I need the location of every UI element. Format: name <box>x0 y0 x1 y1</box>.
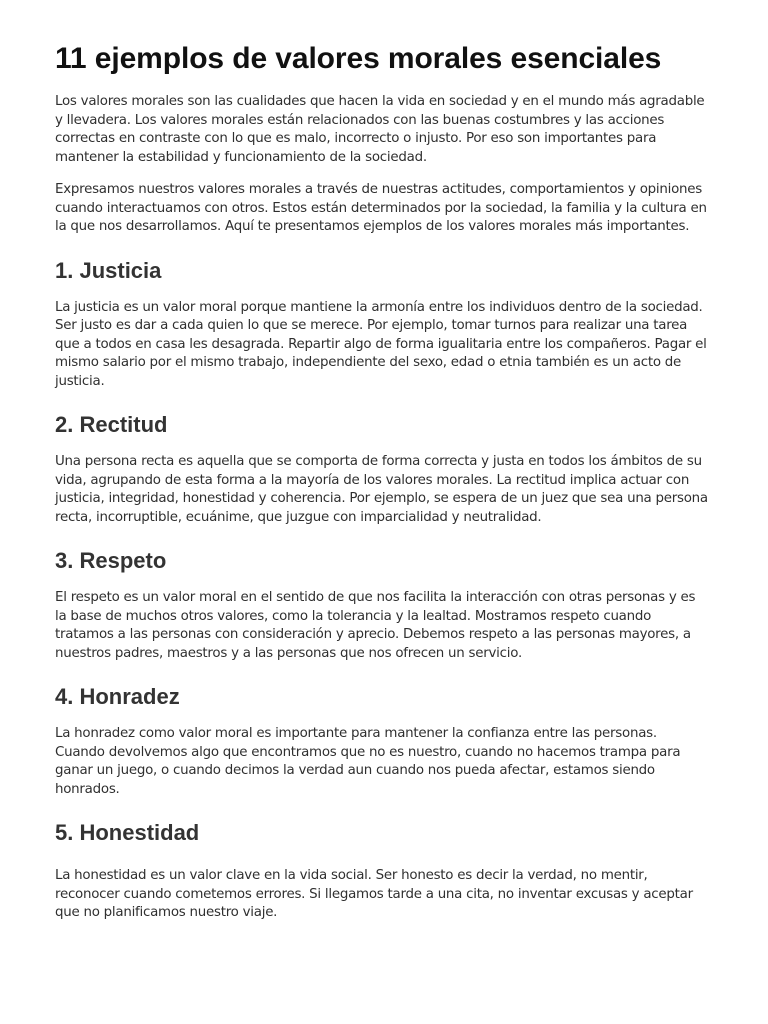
intro-paragraph: Los valores morales son las cualidades que hacen la vida en sociedad y en el mundo más agradable y llevadera. Los valores morales están relacionados con las buenas costumbres y las acciones correctas en contraste con lo que es malo, incorrecto o injusto. Por eso son importantes para mantener la estabilidad y funcionamiento de la sociedad. <box>55 94 705 165</box>
section-paragraph: La honradez como valor moral es importante para mantener la confianza entre las personas. Cuando devolvemos algo que encontramos que no es nuestro, cuando no hacemos trampa para ganar un juego, o cuando decimos la verdad aun cuando nos pueda afectar, estamos siendo honrados. <box>55 726 681 797</box>
section-heading: 3. Respeto <box>55 548 167 573</box>
page-title: 11 ejemplos de valores morales esenciales <box>55 42 662 75</box>
section-honestidad <box>55 819 710 923</box>
section-honradez <box>55 683 710 799</box>
section-heading: 5. Honestidad <box>55 820 200 845</box>
section-heading: 1. Justicia <box>55 257 162 283</box>
intro-paragraph: Expresamos nuestros valores morales a través de nuestras actitudes, comportamientos y opiniones cuando interactuamos con otros. Estos están determinados por la sociedad, la familia y la cultura en la que nos desarrollamos. Aquí te presentamos ejemplos de los valores morales más importantes. <box>55 182 707 234</box>
section-justicia <box>55 257 710 392</box>
section-respeto <box>55 547 710 663</box>
section-paragraph: La justicia es un valor moral porque mantiene la armonía entre los individuos dentro de la sociedad. Ser justo es dar a cada quien lo que se merece. Por ejemplo, tomar turnos para realizar una tarea que a todos en casa les desagrada. Repartir algo de forma igualitaria entre los compañeros. Pagar el mismo salario por el mismo trabajo, independiente del sexo, edad o etnia también es un acto de justicia. <box>55 299 707 389</box>
article <box>55 38 710 923</box>
section-heading: 2. Rectitud <box>55 412 168 437</box>
section-paragraph: La honestidad es un valor clave en la vida social. Ser honesto es decir la verdad, no mentir, reconocer cuando cometemos errores. Si llegamos tarde a una cita, no inventar excusas y aceptar que no planificamos nuestro viaje. <box>55 868 693 920</box>
section-heading: 4. Honradez <box>55 684 180 709</box>
section-paragraph: El respeto es un valor moral en el sentido de que nos facilita la interacción con otras personas y es la base de muchos otros valores, como la tolerancia y la lealtad. Mostramos respeto cuando tratamos a las personas con consideración y aprecio. Debemos respeto a las personas mayores, a nuestros padres, maestros y a las personas que nos ofrecen un servicio. <box>55 590 696 661</box>
section-rectitud <box>55 411 710 527</box>
section-paragraph: Una persona recta es aquella que se comporta de forma correcta y justa en todos los ámbitos de su vida, agrupando de esta forma a la mayoría de los valores morales. La rectitud implica actuar con justicia, integridad, honestidad y coherencia. Por ejemplo, se espera de un juez que sea una persona recta, incorruptible, ecuánime, que juzgue con imparcialidad y neutralidad. <box>55 454 708 525</box>
